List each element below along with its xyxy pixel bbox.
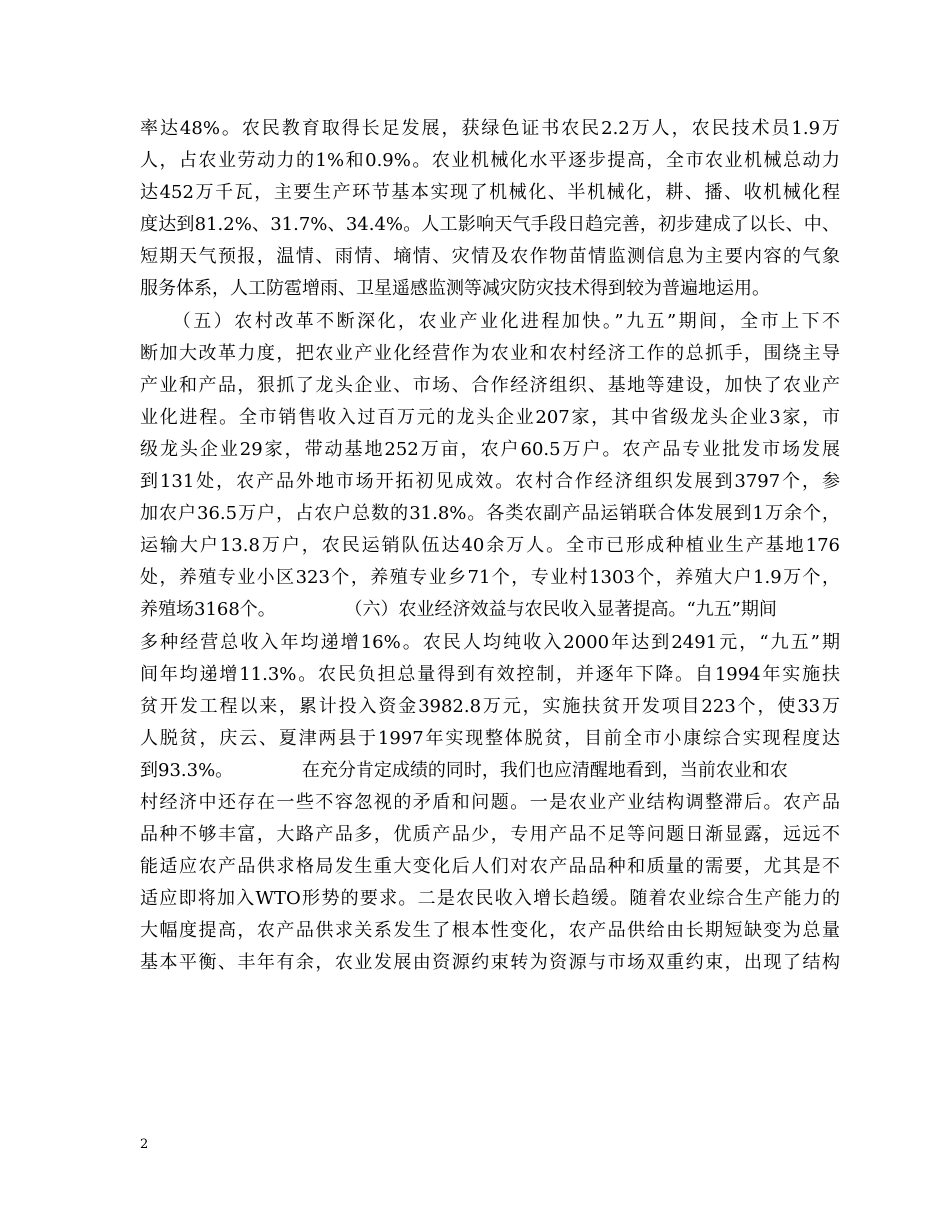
text-line: 业化进程。全市销售收入过百万元的龙头企业207家，其中省级龙头企业3家，市 [140, 406, 840, 428]
text-line: 养殖场3168个。 （六）农业经济效益与农民收入显著提高。“九五”期间 [140, 599, 777, 621]
text-line: （五）农村改革不断深化，农业产业化进程加快。”九五”期间，全市上下不 [140, 310, 840, 332]
text-line: 适应即将加入WTO形势的要求。二是农民收入增长趋缓。随着农业综合生产能力的 [140, 888, 840, 910]
text-line: 人，占农业劳动力的1%和0.9%。农业机械化水平逐步提高，全市农业机械总动力 [140, 150, 840, 172]
text-line: 间年均递增11.3%。农民负担总量得到有效控制，并逐年下降。自1994年实施扶 [140, 663, 840, 685]
text-line: 度达到81.2%、31.7%、34.4%。人工影响天气手段日趋完善，初步建成了以长、中、 [140, 214, 840, 236]
text-line: 大幅度提高，农产品供求关系发生了根本性变化，农产品供给由长期短缺变为总量 [140, 920, 840, 942]
text-line: 达452万千瓦，主要生产环节基本实现了机械化、半机械化，耕、播、收机械化程 [140, 182, 840, 204]
text-line: 率达48%。农民教育取得长足发展，获绿色证书农民2.2万人，农民技术员1.9万 [140, 118, 840, 139]
text-line: 处，养殖专业小区323个，养殖专业乡71个，专业村1303个，养殖大户1.9万个， [140, 567, 840, 589]
text-line: 基本平衡、丰年有余，农业发展由资源约束转为资源与市场双重约束，出现了结构 [140, 952, 840, 974]
text-line: 产业和产品，狠抓了龙头企业、市场、合作经济组织、基地等建设，加快了农业产 [140, 374, 840, 396]
text-line: 运输大户13.8万户，农民运销队伍达40余万人。全市已形成种植业生产基地176 [140, 535, 840, 557]
text-line: 品种不够丰富，大路产品多，优质产品少，专用产品不足等问题日渐显露，远远不 [140, 824, 840, 846]
text-line: 服务体系，人工防雹增雨、卫星遥感监测等减灾防灾技术得到较为普遍地运用。 [140, 278, 770, 300]
text-line: 断加大改革力度，把农业产业化经营作为农业和农村经济工作的总抓手，围绕主导 [140, 342, 840, 364]
text-line: 能适应农产品供求格局发生重大变化后人们对农产品品种和质量的需要，尤其是不 [140, 856, 840, 878]
text-line: 人脱贫，庆云、夏津两县于1997年实现整体脱贫，目前全市小康综合实现程度达 [140, 727, 840, 749]
text-line: 多种经营总收入年均递增16%。农民人均纯收入2000年达到2491元，“九五”期 [140, 631, 840, 653]
text-line: 到131处，农产品外地市场开拓初见成效。农村合作经济组织发展到3797个，参 [140, 471, 840, 493]
text-line: 级龙头企业29家，带动基地252万亩，农户60.5万户。农产品专业批发市场发展 [140, 438, 840, 460]
text-line: 加农户36.5万户，占农户总数的31.8%。各类农副产品运销联合体发展到1万余个， [140, 503, 840, 525]
page-number: 2 [140, 1137, 149, 1152]
text-line: 短期天气预报，温情、雨情、墒情、灾情及农作物苗情监测信息为主要内容的气象 [140, 246, 840, 268]
text-line: 到93.3%。 在充分肯定成绩的同时，我们也应清醒地看到，当前农业和农 [140, 759, 788, 781]
document-body [140, 113, 840, 980]
text-line: 贫开发工程以来，累计投入资金3982.8万元，实施扶贫开发项目223个，使33万 [140, 695, 840, 717]
text-line: 村经济中还存在一些不容忽视的矛盾和问题。一是农业产业结构调整滞后。农产品 [140, 791, 840, 813]
